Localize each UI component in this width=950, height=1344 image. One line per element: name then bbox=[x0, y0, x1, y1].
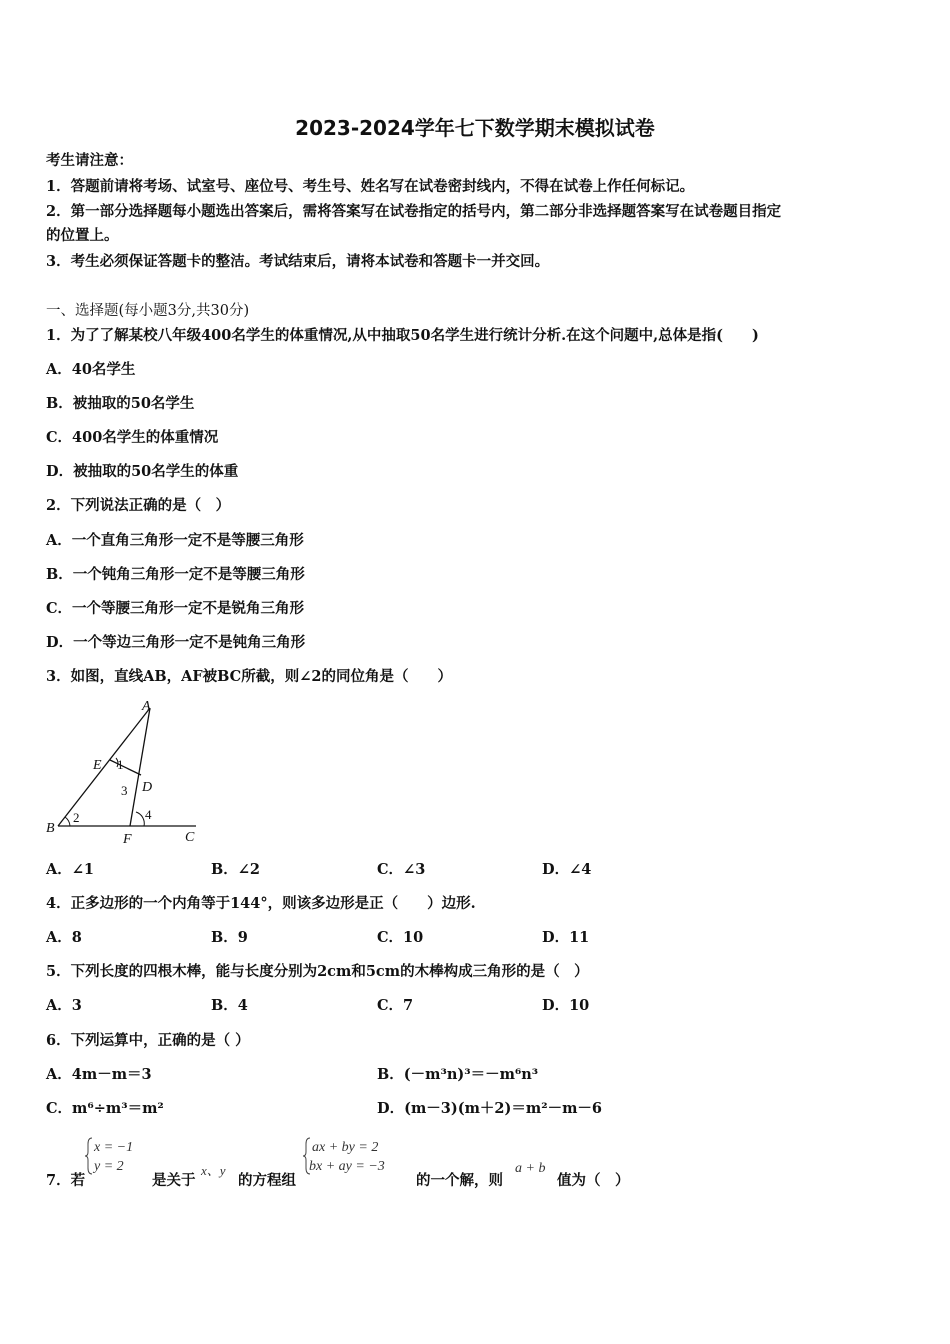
q2-option-b: B．一个钝角三角形一定不是等腰三角形 bbox=[46, 566, 305, 583]
q7-part-2: 是关于 bbox=[152, 1172, 196, 1189]
q4-option-c: C．10 bbox=[377, 929, 424, 946]
q7-expr: a + b bbox=[515, 1161, 546, 1176]
q2-option-d: D．一个等边三角形一定不是钝角三角形 bbox=[46, 634, 306, 651]
q3-option-d: D．∠4 bbox=[542, 861, 592, 878]
q6-option-d-expr: (m－3)(m＋2)＝m²－m－6 bbox=[404, 1100, 603, 1117]
question-1-stem: 1．为了了解某校八年级400名学生的体重情况,从中抽取50名学生进行统计分析.在这个问题中,总体是指( ) bbox=[46, 327, 759, 344]
q7-part-1: 7．若 bbox=[46, 1172, 86, 1189]
q7-vars: x、y bbox=[201, 1163, 226, 1178]
label-b: B bbox=[46, 821, 55, 836]
q6-option-a-expr: 4m－m＝3 bbox=[71, 1066, 152, 1083]
notice-item: 2．第一部分选择题每小题选出答案后，需将答案写在试卷指定的括号内，第二部分非选择题答案写在试卷题目指定 bbox=[46, 203, 782, 220]
section-heading: 一、选择题(每小题3分,共30分) bbox=[46, 303, 250, 319]
q7-part-3: 的方程组 bbox=[238, 1172, 296, 1189]
question-4-stem: 4．正多边形的一个内角等于144°，则该多边形是正（ ）边形. bbox=[46, 895, 476, 912]
q6-option-d bbox=[377, 1098, 602, 1120]
label-a: A bbox=[142, 699, 151, 714]
q5-option-c: C．7 bbox=[377, 997, 414, 1014]
q1-option-b: B．被抽取的50名学生 bbox=[46, 395, 195, 412]
notice-item: 1．答题前请将考场、试室号、座位号、考生号、姓名写在试卷密封线内，不得在试卷上作任何标记。 bbox=[46, 178, 695, 195]
q5-option-a: A．3 bbox=[46, 997, 82, 1014]
q7-system-line-1: ax + by = 2 bbox=[312, 1140, 379, 1155]
q6-option-c-label: C． bbox=[46, 1100, 73, 1117]
label-angle-1: 1 bbox=[117, 757, 124, 772]
q3-geometry-figure bbox=[44, 698, 200, 848]
q6-option-d-label: D． bbox=[377, 1100, 405, 1117]
label-d: D bbox=[142, 780, 153, 795]
q6-option-b bbox=[377, 1064, 538, 1086]
page-title: 2023-2024学年七下数学期末模拟试卷 bbox=[295, 116, 655, 140]
q6-option-c bbox=[46, 1098, 164, 1120]
q6-option-c-expr: m⁶÷m³＝m² bbox=[72, 1100, 164, 1117]
question-6-stem: 6．下列运算中，正确的是（ ） bbox=[46, 1032, 250, 1049]
label-angle-2: 2 bbox=[73, 810, 80, 825]
q2-option-a: A．一个直角三角形一定不是等腰三角形 bbox=[46, 532, 304, 549]
q7-system-line-2: bx + ay = −3 bbox=[309, 1159, 385, 1174]
q7-system-brace bbox=[302, 1136, 418, 1176]
q6-option-b-label: B． bbox=[377, 1066, 404, 1083]
label-c: C bbox=[185, 830, 195, 845]
q3-option-b: B．∠2 bbox=[211, 861, 260, 878]
label-f: F bbox=[123, 832, 132, 847]
notice-item: 的位置上。 bbox=[46, 227, 119, 244]
q7-part-4: 的一个解，则 bbox=[416, 1172, 503, 1189]
q6-option-a-label: A． bbox=[46, 1066, 72, 1083]
q7-part-5: 值为（ ） bbox=[557, 1172, 630, 1189]
question-3-stem: 3．如图，直线AB，AF被BC所截，则∠2的同位角是（ ） bbox=[46, 668, 452, 685]
q1-option-c: C．400名学生的体重情况 bbox=[46, 429, 219, 446]
q5-option-d: D．10 bbox=[542, 997, 590, 1014]
q4-option-b: B．9 bbox=[211, 929, 248, 946]
q5-option-b: B．4 bbox=[211, 997, 248, 1014]
q7-solution-line-2: y = 2 bbox=[94, 1159, 124, 1174]
q6-option-a bbox=[46, 1064, 152, 1086]
q4-option-d: D．11 bbox=[542, 929, 590, 946]
q1-option-a: A．40名学生 bbox=[46, 361, 136, 378]
q7-solution-brace bbox=[84, 1136, 154, 1176]
q2-option-c: C．一个等腰三角形一定不是锐角三角形 bbox=[46, 600, 305, 617]
q3-option-c: C．∠3 bbox=[377, 861, 426, 878]
q6-option-b-expr: (－m³n)³＝－m⁶n³ bbox=[403, 1066, 539, 1083]
label-e: E bbox=[93, 758, 102, 773]
label-angle-4: 4 bbox=[145, 807, 152, 822]
q7-solution-line-1: x = −1 bbox=[94, 1140, 134, 1155]
question-5-stem: 5．下列长度的四根木棒，能与长度分别为2cm和5cm的木棒构成三角形的是（ ） bbox=[46, 963, 589, 980]
question-2-stem: 2．下列说法正确的是（ ） bbox=[46, 497, 231, 514]
notice-item: 3．考生必须保证答题卡的整洁。考试结束后，请将本试卷和答题卡一并交回。 bbox=[46, 253, 550, 270]
q3-option-a: A．∠1 bbox=[46, 861, 94, 878]
label-angle-3: 3 bbox=[121, 783, 128, 798]
notice-header: 考生请注意： bbox=[46, 152, 133, 169]
q4-option-a: A．8 bbox=[46, 929, 82, 946]
q1-option-d: D．被抽取的50名学生的体重 bbox=[46, 463, 239, 480]
